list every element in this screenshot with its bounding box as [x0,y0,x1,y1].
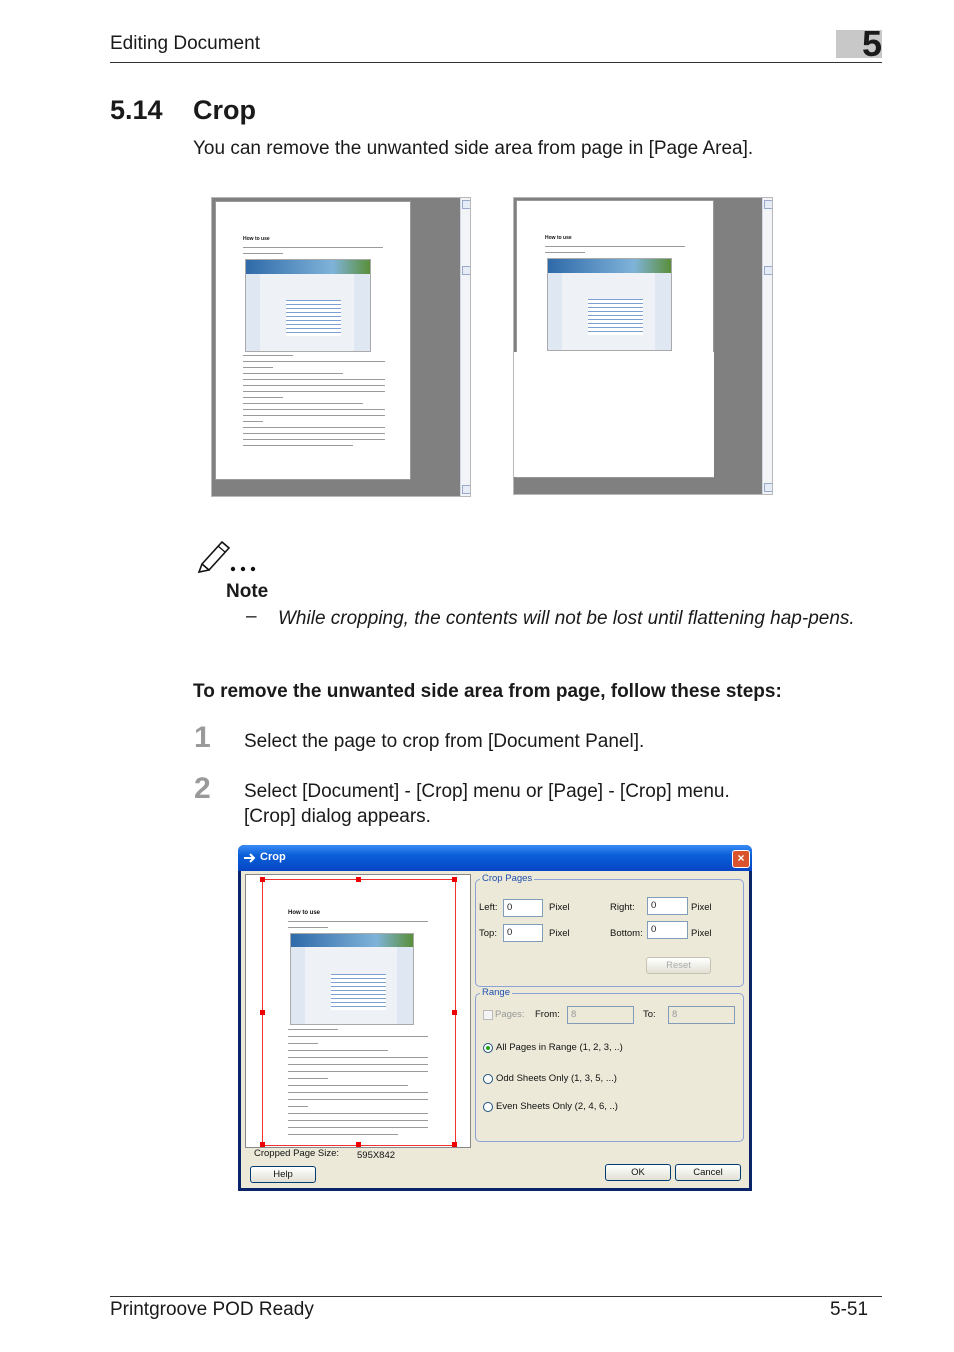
cropped-embedded-screenshot [547,258,672,351]
help-button[interactable]: Help [250,1166,316,1183]
left-label: Left: [479,902,498,913]
top-unit: Pixel [549,928,570,939]
all-pages-label[interactable]: All Pages in Range (1, 2, 3, ..) [496,1042,623,1053]
even-sheets-label[interactable]: Even Sheets Only (2, 4, 6, ..) [496,1101,618,1112]
cropped-size-value: 595X842 [357,1150,396,1161]
crop-preview-pane [245,874,471,1148]
bottom-input[interactable]: 0 [647,921,688,939]
preview-before-crop [211,197,471,497]
step-text: Select [Document] - [Crop] menu or [Page] - [Crop] menu. [244,781,730,802]
cropped-preview-heading: How to use [545,235,572,241]
preview-embedded-screenshot [245,259,371,352]
left-unit: Pixel [549,902,570,913]
note-bullet: – [246,606,257,627]
range-group-label: Range [482,987,510,998]
ok-button[interactable]: OK [605,1164,671,1181]
to-input[interactable]: 8 [668,1006,735,1024]
scroll-down-icon[interactable] [764,483,773,492]
pages-label: Pages: [495,1009,525,1020]
crop-handle[interactable] [260,1010,265,1015]
note-label: Note [226,581,269,602]
footer-rule [110,1296,882,1297]
scroll-up-icon[interactable] [764,200,773,209]
right-unit: Pixel [691,902,712,913]
crop-handle[interactable] [356,877,361,882]
cancel-button[interactable]: Cancel [675,1164,741,1181]
step-number: 2 [194,772,211,805]
note-text: While cropping, the contents will not be lost until flattening hap-pens. [278,608,855,629]
crop-handle[interactable] [452,1010,457,1015]
all-pages-radio[interactable] [483,1043,493,1053]
crop-handle[interactable] [356,1142,361,1147]
odd-sheets-radio[interactable] [483,1074,493,1084]
preview-scrollbar[interactable] [460,198,471,496]
close-icon[interactable]: × [732,850,750,868]
top-label: Top: [479,928,497,939]
from-label: From: [535,1009,560,1020]
crop-dialog [238,845,752,1191]
crop-app-icon [243,852,257,864]
footer-product: Printgroove POD Ready [110,1299,314,1320]
scroll-down-icon[interactable] [462,485,471,494]
crop-handle[interactable] [452,877,457,882]
step-number: 1 [194,721,211,754]
scroll-thumb[interactable] [764,266,773,275]
header-rule [110,62,882,63]
scroll-up-icon[interactable] [462,200,471,209]
top-input[interactable]: 0 [503,924,543,942]
crop-handle[interactable] [260,1142,265,1147]
chapter-number: 5 [861,23,882,64]
crop-preview-heading: How to use [288,910,321,916]
right-label: Right: [610,902,635,913]
pages-checkbox[interactable] [483,1010,493,1020]
preview-after-crop [513,197,773,495]
crop-handle[interactable] [260,877,265,882]
cropped-away-area [514,352,714,477]
section-title: Crop [193,95,256,125]
steps-heading: To remove the unwanted side area from page, follow these steps: [193,681,782,702]
right-input[interactable]: 0 [647,897,688,915]
pencil-icon [196,538,260,574]
running-header: Editing Document [110,33,260,54]
bottom-unit: Pixel [691,928,712,939]
from-input[interactable]: 8 [567,1006,634,1024]
even-sheets-radio[interactable] [483,1102,493,1112]
scroll-thumb[interactable] [462,266,471,275]
page-number: 5-51 [830,1299,869,1320]
dialog-title: Crop [260,851,286,863]
to-label: To: [643,1009,656,1020]
bottom-label: Bottom: [610,928,643,939]
intro-paragraph: You can remove the unwanted side area from page in [Page Area]. [193,138,754,159]
cropped-size-label: Cropped Page Size: [254,1148,340,1159]
odd-sheets-label[interactable]: Odd Sheets Only (1, 3, 5, ...) [496,1073,617,1084]
reset-button[interactable]: Reset [646,957,711,974]
step-subtext: [Crop] dialog appears. [244,806,431,827]
dialog-titlebar[interactable] [238,845,752,871]
section-number: 5.14 [110,95,163,125]
crop-pages-group-label: Crop Pages [482,873,533,884]
step-text: Select the page to crop from [Document Panel]. [244,731,645,752]
cropped-preview-scrollbar[interactable] [762,198,773,494]
crop-handle[interactable] [452,1142,457,1147]
preview-heading: How to use [243,236,270,242]
dialog-body [241,871,749,1188]
left-input[interactable]: 0 [503,899,543,917]
